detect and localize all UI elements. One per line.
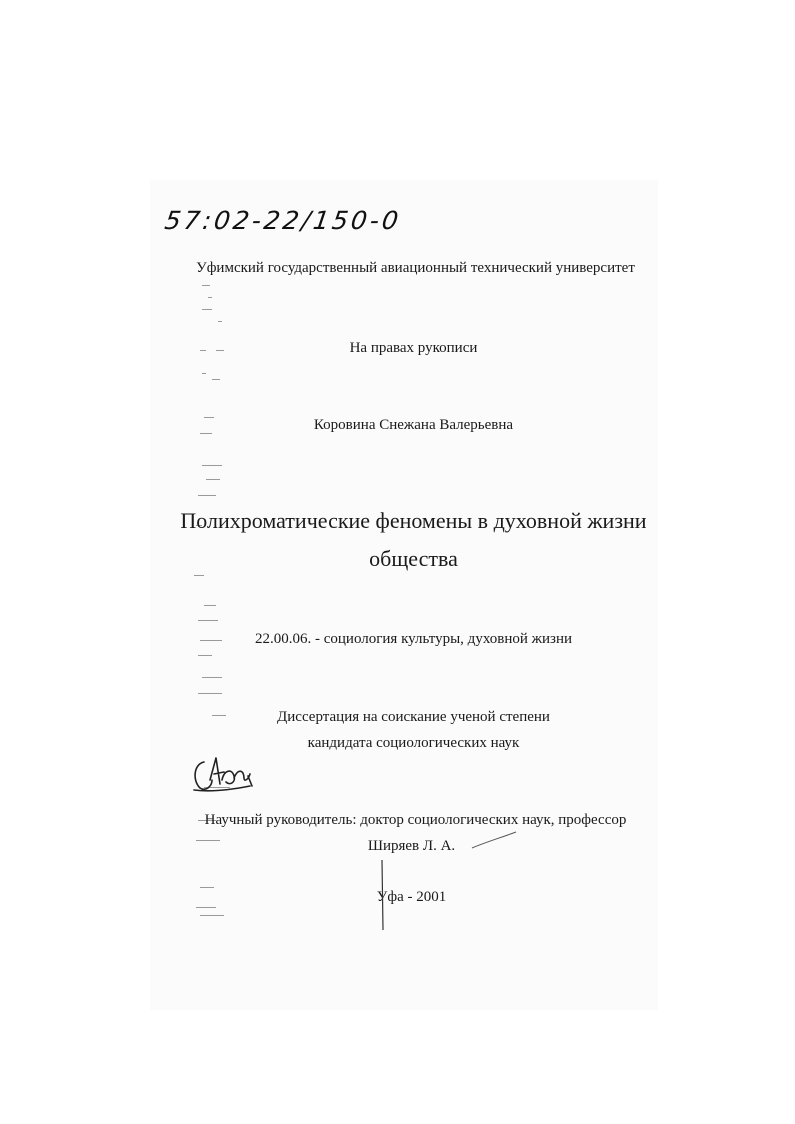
university-name: Уфимский государственный авиационный технический университет	[196, 260, 635, 276]
supervisor-title: Научный руководитель: доктор социологических наук, профессор	[204, 812, 627, 828]
place-and-year: Уфа - 2001	[376, 889, 447, 905]
degree-statement-line-1: Диссертация на соискание ученой степени	[277, 709, 550, 725]
dissertation-title-line-1: Полихроматические феномены в духовной жизни	[180, 508, 647, 533]
supervisor-name: Ширяев Л. А.	[367, 838, 456, 854]
handwritten-archive-code: 57:02-22/150-0	[162, 206, 403, 235]
margin-vertical-line	[378, 858, 388, 933]
pen-stroke-mark	[470, 830, 520, 850]
specialty-code: 22.00.06. - социология культуры, духовной жизни	[255, 631, 572, 647]
author-signature	[190, 750, 260, 800]
dissertation-title-line-2: общества	[369, 546, 458, 571]
manuscript-rights: На правах рукописи	[349, 340, 478, 356]
author-name: Коровина Снежана Валерьевна	[313, 417, 514, 433]
degree-statement-line-2: кандидата социологических наук	[307, 735, 520, 751]
